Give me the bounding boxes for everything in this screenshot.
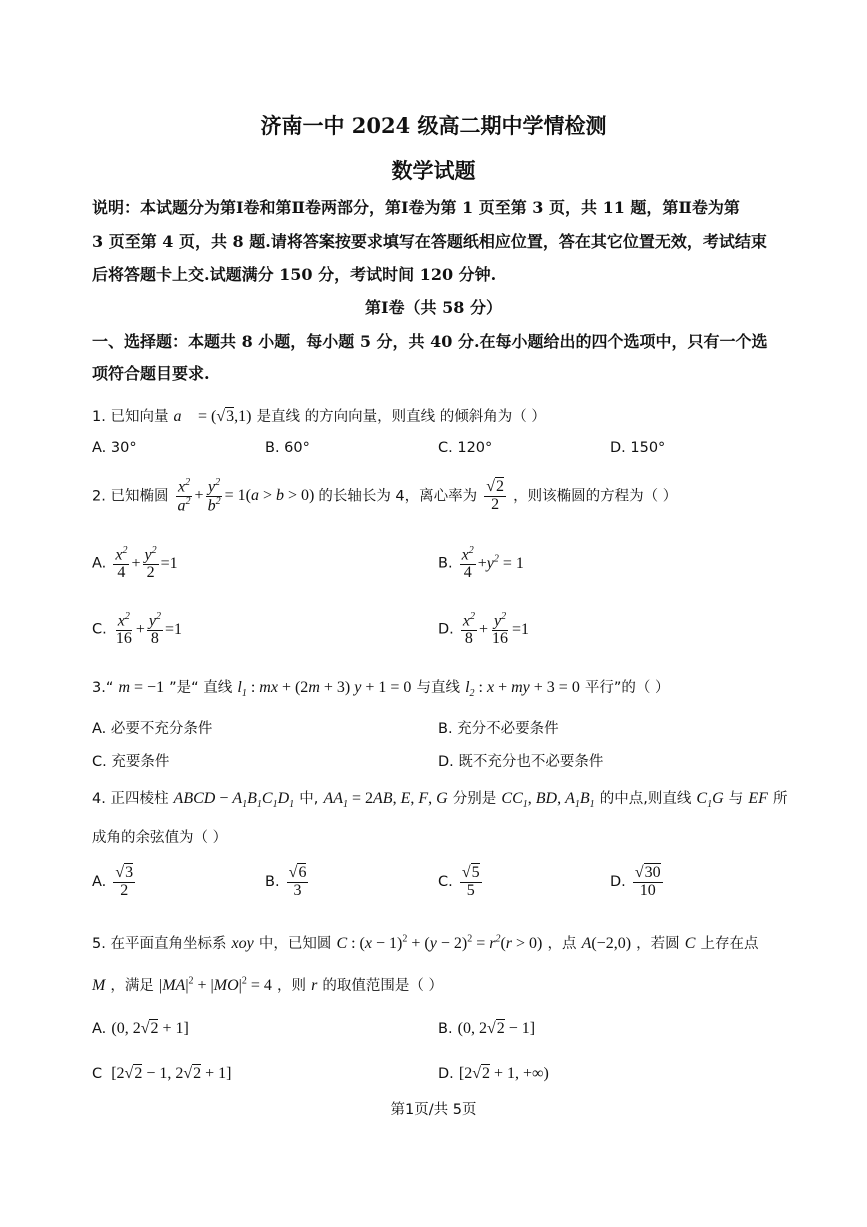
question-5-option-b: B. (0, 2√2 − 1] xyxy=(438,1020,536,1037)
question-2-eccentricity: $\frac{√2}{2}$ xyxy=(486,478,505,514)
question-4-option-b: B. $\frac{√6}{3}$ xyxy=(265,864,307,899)
question-2-text-c: ，则该椭圆的方程为（ ） xyxy=(513,488,678,505)
question-5-option-b-label: B. xyxy=(438,1021,453,1037)
question-1-text-a: 1. 已知向量 xyxy=(92,409,169,425)
section-title: 第Ⅰ卷（共 58 分） xyxy=(365,298,502,317)
question-2-ellipse-equation: $\frac{x^2}{a^2}$ + $\frac{y^2}{b^2}$ = 1(a > b > 0) xyxy=(177,477,315,515)
question-2-text-b: 的长轴长为 4，离心率为 xyxy=(318,488,478,505)
question-4-option-d: D. $\frac{√30}{10}$ xyxy=(610,864,661,899)
question-1-text-b: 是直线 的方向向量，则直线 的倾斜角为（ ） xyxy=(256,409,546,425)
question-4-text-f: 所 xyxy=(772,791,788,807)
question-4-option-a-label: A. xyxy=(92,873,107,890)
question-1-vector: a⃗ = (√3,1) xyxy=(173,408,252,425)
question-1-option-a: A. 30° xyxy=(92,440,137,456)
question-2-option-b: B. $\frac{x^2}{4}$ $+y^2 = 1$ xyxy=(438,545,524,582)
question-5-text-e: 上存在点 xyxy=(700,936,759,952)
question-2-option-b-label: B. xyxy=(438,555,453,572)
question-3-option-d: D. 既不充分也不必要条件 xyxy=(438,754,604,770)
question-2-option-a-label: A. xyxy=(92,555,107,572)
page-title: 济南一中 2024 级高二期中学情检测 xyxy=(260,113,607,138)
question-1-option-b: B. 60° xyxy=(265,440,310,456)
question-4-text-b: 中, xyxy=(299,791,319,807)
question-4-option-c-label: C. xyxy=(438,873,453,890)
question-5-text-a: 5. 在平面直角坐标系 xyxy=(92,936,227,952)
question-4-option-c: C. $\frac{√5}{5}$ xyxy=(438,864,480,899)
question-5-option-c-label: C xyxy=(92,1066,103,1082)
question-5-text-c: ，点 xyxy=(547,936,577,952)
page-footer: 第1页/共 5页 xyxy=(390,1102,477,1118)
question-3-stem: 3.“ m = −1 ”是“ 直线 $l_1$ : mx + (2m + 3) y + 1 = 0 与直线 $l_2$ : x + my + 3 = 0 平行”的（ ） xyxy=(92,679,670,700)
question-5-option-a: A. (0, 2√2 + 1] xyxy=(92,1020,189,1037)
question-5-text-h: 的取值范围是（ ） xyxy=(322,978,444,994)
question-5-text-b: 中，已知圆 xyxy=(258,936,332,952)
question-4-text-a: 4. 正四棱柱 xyxy=(92,791,169,807)
question-5-option-a-label: A. xyxy=(92,1021,107,1037)
question-5-text-g: ，则 xyxy=(276,978,306,994)
question-3-option-a: A. 必要不充分条件 xyxy=(92,721,213,737)
question-5-stem: 5. 在平面直角坐标系 xoy 中，已知圆 C : $(x - 1)^2 + (y - 2)^2 = r^2(r > 0)$ ，点 A(−2,0) ，若圆 C 上存在点 xyxy=(92,933,759,952)
question-3-text-c: 与直线 xyxy=(416,680,460,696)
question-2-option-c: C. $\frac{x^2}{16}$ + $\frac{y^2}{8}$ =1 xyxy=(92,611,182,648)
question-2-option-d: D. $\frac{x^2}{8}$ + $\frac{y^2}{16}$ =1 xyxy=(438,611,530,648)
question-1-option-c: C. 120° xyxy=(438,440,493,456)
question-3-option-c: C. 充要条件 xyxy=(92,754,170,770)
question-5-stem-line-2: M ，满足 $|MA|^2 + |MO|^2 = 4$ ，则 r 的取值范围是（ ） xyxy=(92,975,444,994)
question-4-option-d-label: D. xyxy=(610,873,626,890)
question-4-option-a: A. $\frac{√3}{2}$ xyxy=(92,864,134,899)
instruction-line-2: 3 页至第 4 页，共 8 题.请将答案按要求填写在答题纸相应位置，答在其它位置无效，考试结束 xyxy=(92,232,767,251)
question-2-option-a: A. $\frac{x^2}{4}$ + $\frac{y^2}{2}$ =1 xyxy=(92,545,178,582)
instruction-line-3: 后将答题卡上交.试题满分 150 分，考试时间 120 分钟. xyxy=(92,265,497,284)
question-5-text-d: ，若圆 xyxy=(636,936,680,952)
part-heading-line-2: 项符合题目要求. xyxy=(92,364,210,383)
question-5-text-f: ，满足 xyxy=(110,978,154,994)
question-4-text-d: 的中点,则直线 xyxy=(599,791,692,807)
question-1-option-d: D. 150° xyxy=(610,440,666,456)
question-2-option-d-label: D. xyxy=(438,621,454,638)
question-1-stem xyxy=(92,405,546,426)
question-3-text-d: 平行”的（ ） xyxy=(584,680,670,696)
question-5-option-c: C [2√2 − 1, 2√2 + 1] xyxy=(92,1065,232,1082)
instruction-line-1: 说明：本试题分为第Ⅰ卷和第Ⅱ卷两部分，第Ⅰ卷为第 1 页至第 3 页，共 11 题，第Ⅱ卷为第 xyxy=(92,198,740,217)
question-4-stem-line-2: 成角的余弦值为（ ） xyxy=(92,830,228,846)
part-heading-line-1: 一、选择题：本题共 8 小题，每小题 5 分，共 40 分.在每小题给出的四个选项中，只有一个选 xyxy=(92,332,768,351)
question-2-text-a: 2. 已知椭圆 xyxy=(92,488,169,505)
question-4-stem: 4. 正四棱柱 ABCD − $A_1B_1C_1D_1$ 中, $AA_1 = 2AB$, E, F, G 分别是 $CC_1$, BD, $A_1B_1$ 的中点,则直线 $C_1G$ 与 EF 所 xyxy=(92,790,788,811)
page-subtitle: 数学试题 xyxy=(391,158,476,183)
question-4-text-e: 与 xyxy=(728,791,744,807)
question-4-text-c: 分别是 xyxy=(452,791,497,807)
question-4-option-b-label: B. xyxy=(265,873,280,890)
question-3-text-a: 3.“ xyxy=(92,680,114,696)
question-5-option-d-label: D. xyxy=(438,1066,454,1082)
question-2-stem xyxy=(92,478,677,515)
question-5-option-d: D. [2√2 + 1, +∞) xyxy=(438,1065,549,1082)
question-3-option-b: B. 充分不必要条件 xyxy=(438,721,559,737)
question-2-option-c-label: C. xyxy=(92,621,107,638)
question-3-text-b: ”是“ 直线 xyxy=(169,680,233,696)
